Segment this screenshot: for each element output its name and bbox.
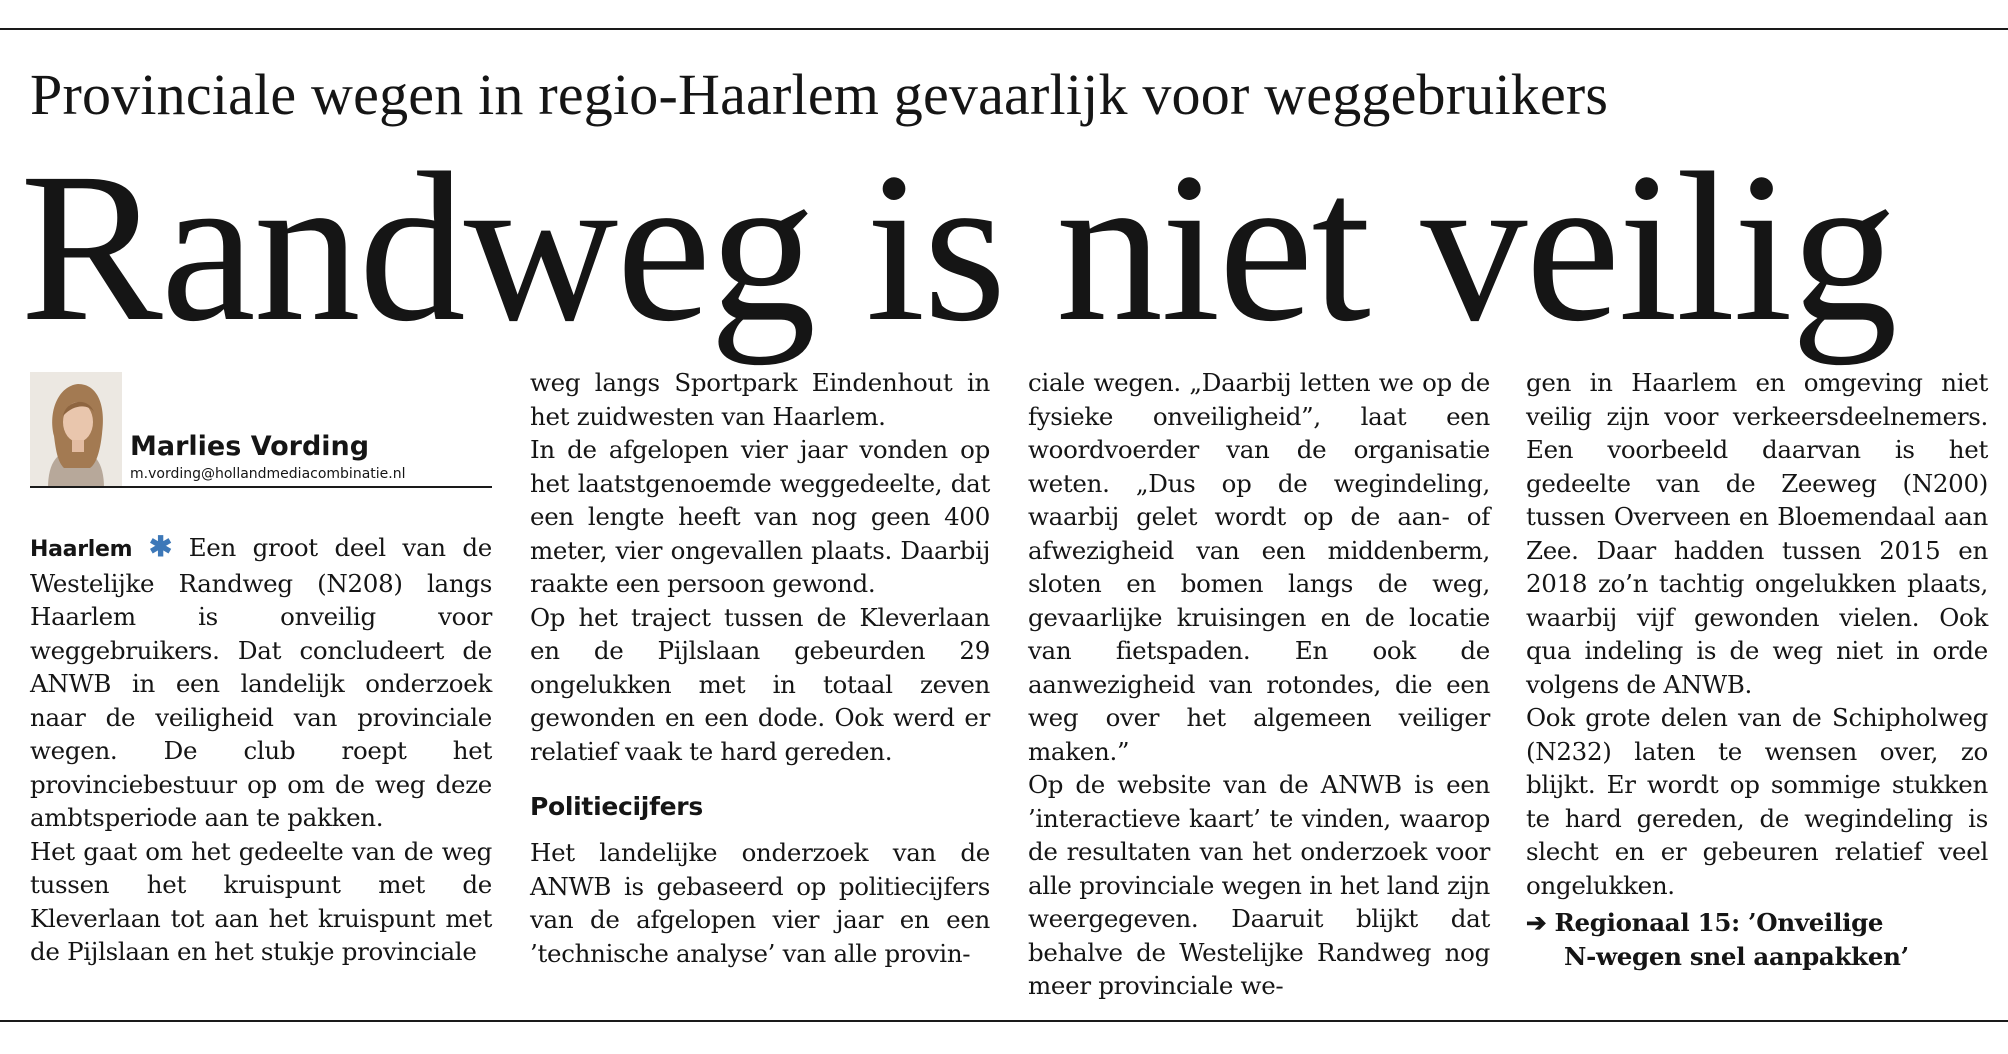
lead-paragraph xyxy=(30,530,492,835)
dateline: Haarlem xyxy=(30,537,133,562)
article-kicker: Provinciale wegen in regio-Haarlem gevaarlijk voor weggebruikers xyxy=(30,62,1609,127)
author-email: m.vording@hollandmediacombinatie.nl xyxy=(130,466,406,482)
paragraph: Op het traject tussen de Kleverlaan en de Pijlslaan gebeurden 29 ongelukken met in totaal zeven gewonden en een dode. Ook werd er relatief vaak te hard gereden. xyxy=(530,602,990,766)
article-column-4 xyxy=(1526,366,1988,973)
cross-reference-line-2: N-wegen snel aanpakken’ xyxy=(1564,941,1909,971)
author-name: Marlies Vording xyxy=(130,431,370,462)
paragraph: Het landelijke onderzoek van de ANWB is gebaseerd op politiecijfers van de afgelopen vier jaar en een ’technische analyse’ van alle provin- xyxy=(530,838,990,968)
paragraph: ciale wegen. „Daarbij letten we op de fysieke onveiligheid”, laat een woordvoerder van de organisatie weten. „Dus op de wegindeling, waarbij gelet wordt op de aan- of afwezigheid van een middenberm, sloten en bomen langs de weg, gevaarlijke kruisingen en de locatie van fietspaden. En ook de aanwezigheid van rotondes, die een weg over het algemeen veiliger maken.” xyxy=(1028,368,1490,766)
paragraph: Het gaat om het gedeelte van de weg tussen het kruispunt met de Kleverlaan tot aan het kruispunt met de Pijlslaan en het stukje provinciale xyxy=(30,836,492,966)
subheading: Politiecijfers xyxy=(530,792,703,821)
paragraph: weg langs Sportpark Eindenhout in het zuidwesten van Haarlem. xyxy=(530,368,990,431)
article-column-3 xyxy=(1028,366,1490,1003)
paragraph: Op de website van de ANWB is een ’interactieve kaart’ te vinden, waarop de resultaten van het onderzoek voor alle provinciale wegen in het land zijn weergegeven. Daaruit blijkt dat behalve de Westelijke Randweg nog meer provinciale we- xyxy=(1028,770,1490,1000)
article-column-2 xyxy=(530,366,990,970)
article-headline: Randweg is niet veilig xyxy=(20,129,1896,366)
cross-reference-line-1: ➔ Regionaal 15: ’Onveilige xyxy=(1526,908,1884,937)
author-rule xyxy=(30,486,492,488)
cross-reference xyxy=(1526,906,1988,973)
paragraph: Ook grote delen van de Schipholweg (N232) laten te wensen over, zo blijkt. Er wordt op sommige stukken te hard gereden, de wegindeling is slecht en er gebeuren relatief veel ongelukken. xyxy=(1526,703,1988,900)
lead-text: Een groot deel van de Westelijke Randweg (N208) langs Haarlem is onveilig voor weggebruikers. Dat concludeert de ANWB in een landelijk onderzoek naar de veiligheid van provinciale wegen. De club roept het provinciebestuur op om de weg deze ambtsperiode aan te pakken. xyxy=(30,533,492,832)
paragraph: In de afgelopen vier jaar vonden op het laatstgenoemde weggedeelte, dat een lengte heeft van nog geen 400 meter, vier ongevallen plaats. Daarbij raakte een persoon gewond. xyxy=(530,435,990,598)
bottom-rule xyxy=(0,1020,2008,1022)
paragraph: gen in Haarlem en omgeving niet veilig zijn voor verkeersdeelnemers. Een voorbeeld daarvan is het gedeelte van de Zeeweg (N200) tussen Overveen en Bloemendaal aan Zee. Daar hadden tussen 2015 en 2018 zo’n tachtig ongelukken plaats, waarbij vijf gewonden vielen. Ook qua indeling is de weg niet in orde volgens de ANWB. xyxy=(1526,368,1988,699)
dateline-star-icon: ✱ xyxy=(148,530,173,563)
author-photo xyxy=(30,372,122,488)
author-portrait-image xyxy=(30,372,122,488)
top-rule xyxy=(0,28,2008,30)
article-column-1 xyxy=(30,530,492,969)
